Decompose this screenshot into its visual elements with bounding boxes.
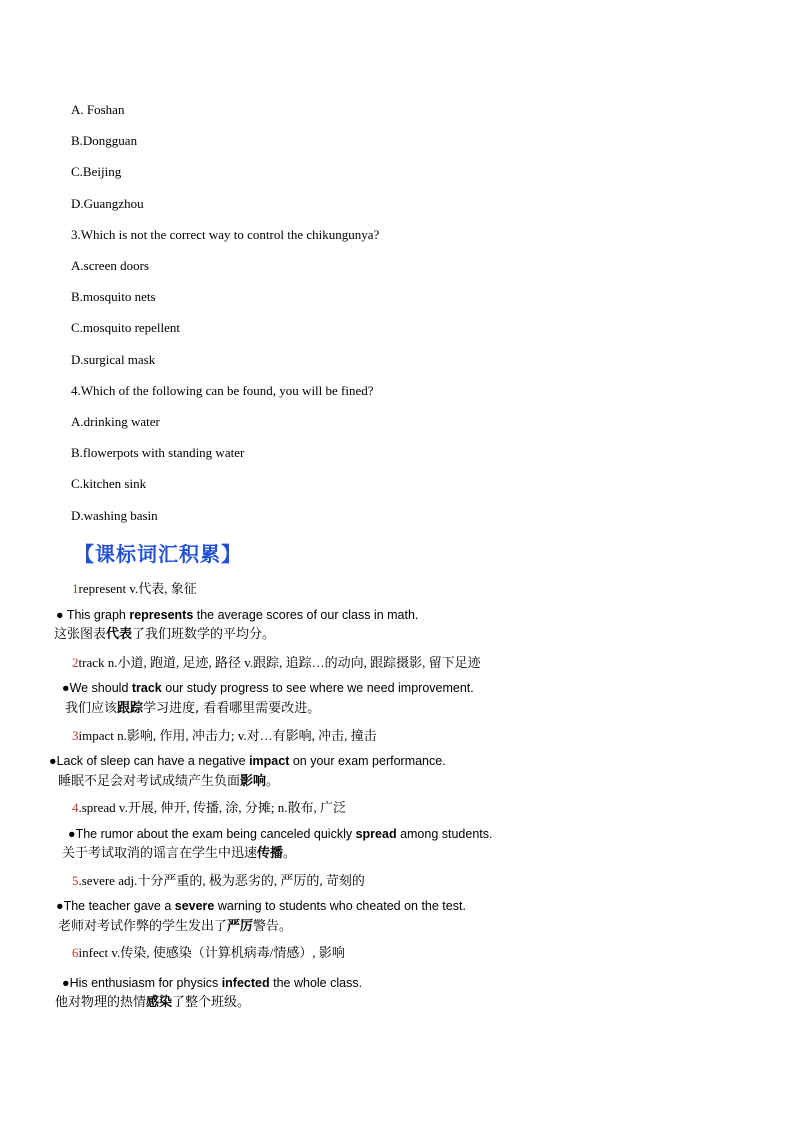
example-keyword: impact [249,754,290,768]
example-sentence-6 [62,975,362,991]
option-a-foshan: A. Foshan [71,102,125,117]
example-keyword: severe [174,899,215,913]
vocab-entry-6 [72,945,345,961]
vocab-number: 4 [72,800,79,815]
question-3: 3.Which is not the correct way to control the chikungunya? [71,227,380,242]
vocab-definition: .severe adj.十分严重的, 极为恶劣的, 严厉的, 苛刻的 [78,873,365,888]
example-text: the whole class. [269,976,363,990]
bullet: ● [49,754,57,768]
example-keyword: represents [129,608,194,622]
vocab-number: 6 [72,945,79,960]
translation-keyword: 严厉 [227,919,254,934]
translation-text: 学习进度, 看看哪里需要改进。 [143,701,321,716]
example-text: We should [69,681,132,695]
example-text: the average scores of our class in math. [193,608,419,622]
option-b-dongguan: B.Dongguan [71,133,138,148]
example-text: warning to students who cheated on the test. [214,899,466,913]
vocab-number: 2 [72,655,79,670]
example-sentence-1 [56,607,418,623]
translation-text: 这张图表 [54,627,107,642]
translation-text: 了我们班数学的平均分。 [132,627,276,642]
translation-keyword: 跟踪 [117,701,144,716]
translation-keyword: 传播 [257,846,284,861]
vocab-entry-4 [72,800,346,816]
translation-text: 老师对考试作弊的学生发出了 [58,919,228,934]
translation-keyword: 代表 [106,627,133,642]
translation-3 [58,774,279,790]
translation-text: 睡眠不足会对考试成绩产生负面 [58,774,241,789]
bullet: ● [62,976,70,990]
translation-5 [58,919,292,935]
bullet: ● [56,608,67,622]
example-text: The rumor about the exam being canceled quickly [75,827,356,841]
vocab-definition: track n.小道, 跑道, 足迹, 路径 v.跟踪, 追踪…的动向, 跟踪摄影, 留下足迹 [78,655,481,670]
example-sentence-5 [56,898,466,914]
translation-keyword: 影响 [240,774,267,789]
translation-6 [55,995,250,1011]
translation-text: 了整个班级。 [172,995,251,1010]
translation-text: 警告。 [253,919,293,934]
example-text: Lack of sleep can have a negative [56,754,250,768]
translation-1 [54,627,275,643]
example-text: The teacher gave a [63,899,175,913]
heading-bracket-open: 【 [74,542,95,566]
vocab-number: 3 [72,728,79,743]
translation-keyword: 感染 [146,995,173,1010]
translation-text: 。 [283,846,297,861]
vocab-entry-3 [72,728,377,744]
translation-text: 关于考试取消的谣言在学生中迅速 [62,846,258,861]
q3-option-a: A.screen doors [71,258,149,273]
example-text: among students. [396,827,493,841]
bullet: ● [62,681,70,695]
vocab-definition: infect v.传染, 使感染（计算机病毒/情感）, 影响 [78,945,345,960]
example-keyword: infected [221,976,270,990]
q3-option-d: D.surgical mask [71,352,156,367]
q4-option-b: B.flowerpots with standing water [71,445,245,460]
vocab-number: 5 [72,873,79,888]
heading-title: 课标词汇积累 [95,542,221,566]
translation-text: 。 [266,774,280,789]
example-text: This graph [66,608,130,622]
vocab-definition: represent v.代表, 象征 [78,581,197,596]
vocab-entry-1 [72,581,197,597]
bullet: ● [56,899,64,913]
example-text: His enthusiasm for physics [69,976,222,990]
vocab-definition: .spread v.开展, 伸开, 传播, 涂, 分摊; n.散布, 广泛 [78,800,346,815]
question-4: 4.Which of the following can be found, you will be fined? [71,383,374,398]
vocab-entry-5 [72,873,365,889]
example-sentence-3 [49,753,446,769]
q4-option-c: C.kitchen sink [71,476,147,491]
section-heading [74,538,242,567]
example-text: on your exam performance. [289,754,446,768]
example-sentence-4 [68,826,493,842]
vocab-definition: impact n.影响, 作用, 冲击力; v.对…有影响, 冲击, 撞击 [78,728,377,743]
option-c-beijing: C.Beijing [71,164,122,179]
example-sentence-2 [62,680,474,696]
example-text: our study progress to see where we need improvement. [161,681,474,695]
example-keyword: track [131,681,162,695]
translation-4 [62,846,296,862]
q3-option-c: C.mosquito repellent [71,320,181,335]
bullet: ● [68,827,76,841]
q4-option-d: D.washing basin [71,508,158,523]
option-d-guangzhou: D.Guangzhou [71,196,144,211]
translation-text: 我们应该 [65,701,118,716]
vocab-entry-2 [72,655,481,671]
q3-option-b: B.mosquito nets [71,289,156,304]
translation-text: 他对物理的热情 [55,995,147,1010]
heading-bracket-close: 】 [221,542,242,566]
translation-2 [65,701,320,717]
example-keyword: spread [355,827,397,841]
q4-option-a: A.drinking water [71,414,160,429]
vocab-number: 1 [72,581,79,596]
